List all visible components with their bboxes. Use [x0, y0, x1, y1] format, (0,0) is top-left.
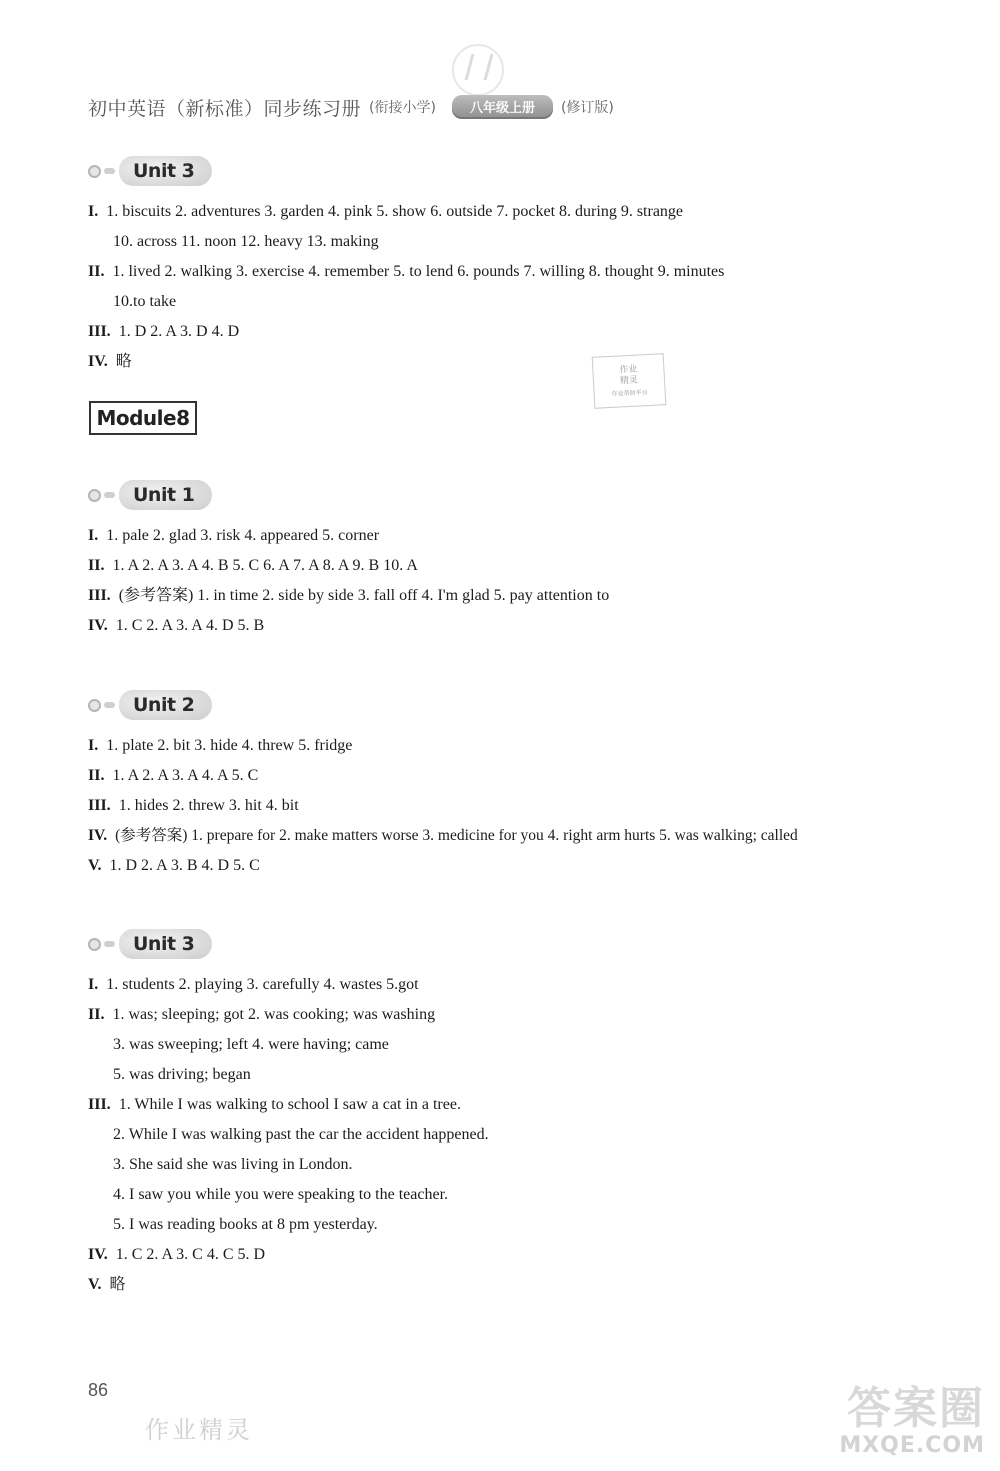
item-number: IV.: [88, 353, 108, 370]
item-number: IV.: [88, 1246, 108, 1263]
answer-line: [88, 826, 798, 846]
item-number: I.: [88, 527, 99, 544]
answer-text: 1. students 2. playing 3. carefully 4. wastes 5.got: [106, 976, 419, 993]
answer-line: [88, 796, 299, 816]
answer-text: 1. A 2. A 3. A 4. A 5. C: [112, 767, 259, 784]
unit-heading: [88, 154, 212, 188]
answer-line: [88, 262, 724, 282]
unit-badge: [119, 156, 212, 186]
stamp-line: 作业: [619, 364, 638, 375]
item-number: IV.: [88, 617, 108, 634]
answer-line: [88, 1095, 461, 1115]
answer-text: (参考答案) 1. in time 2. side by side 3. fall off 4. I'm glad 5. pay attention to: [118, 587, 610, 604]
answer-line: [88, 322, 239, 342]
unit-heading: [88, 478, 212, 512]
book-subtitle: (衔接小学): [369, 100, 436, 116]
answer-line: [113, 1155, 353, 1175]
bullet-dots-icon: [88, 165, 115, 178]
book-title: 初中英语（新标准）同步练习册: [88, 97, 362, 120]
answer-line: [88, 1275, 126, 1295]
unit-title: Unit 2: [133, 694, 195, 716]
answer-text: 1. was; sleeping; got 2. was cooking; was washing: [112, 1006, 436, 1023]
item-number: III.: [88, 587, 111, 604]
answer-line: [88, 202, 683, 222]
unit-heading: [88, 688, 212, 722]
item-number: II.: [88, 767, 105, 784]
bullet-dots-icon: [88, 938, 115, 951]
answer-text: 3. was sweeping; left 4. were having; came: [113, 1036, 389, 1053]
answer-line: [88, 1245, 265, 1265]
answer-line: [88, 616, 264, 636]
answer-line: [113, 1035, 389, 1055]
answer-text: 2. While I was walking past the car the accident happened.: [113, 1126, 489, 1143]
grade-badge: 八年级上册: [452, 95, 553, 119]
answer-text: 略: [109, 1276, 126, 1293]
answer-line: [113, 292, 176, 312]
answer-text: 略: [115, 353, 132, 370]
unit-badge: [119, 929, 212, 959]
answer-line: [113, 232, 379, 252]
unit-badge: [119, 480, 212, 510]
answer-line: [113, 1215, 378, 1235]
answer-text: 4. I saw you while you were speaking to the teacher.: [113, 1186, 449, 1203]
unit-badge: [119, 690, 212, 720]
answer-line: [88, 556, 418, 576]
answer-text: 1. While I was walking to school I saw a cat in a tree.: [118, 1096, 461, 1113]
stamp-mark: [592, 353, 667, 409]
answer-text: 10.to take: [113, 293, 177, 310]
unit-heading: [88, 927, 212, 961]
answer-line: [88, 1005, 435, 1025]
watermark-url: MXQE.COM: [839, 1433, 985, 1458]
answer-text: 10. across 11. noon 12. heavy 13. making: [113, 233, 379, 250]
answer-line: [88, 975, 419, 995]
answer-text: 1. A 2. A 3. A 4. B 5. C 6. A 7. A 8. A 9. B 10. A: [112, 557, 418, 574]
answer-text: 1. D 2. A 3. B 4. D 5. C: [109, 857, 260, 874]
item-number: III.: [88, 797, 111, 814]
item-number: III.: [88, 1096, 111, 1113]
answer-text: (参考答案) 1. prepare for 2. make matters worse 3. medicine for you 4. right arm hurts 5. was walking; called: [115, 827, 798, 844]
module-title: Module8: [89, 401, 197, 435]
page-header: [88, 92, 708, 122]
answer-text: 5. was driving; began: [113, 1066, 251, 1083]
answer-text: 1. D 2. A 3. D 4. D: [118, 323, 240, 340]
stamp-line: 精灵: [619, 375, 639, 386]
item-number: II.: [88, 1006, 105, 1023]
item-number: II.: [88, 557, 105, 574]
stamp-line: 作业帮助平台: [611, 388, 648, 398]
answer-text: 1. biscuits 2. adventures 3. garden 4. pink 5. show 6. outside 7. pocket 8. during 9. strange: [106, 203, 684, 220]
page-number: 86: [88, 1380, 109, 1400]
bullet-dots-icon: [88, 489, 115, 502]
answer-line: [88, 586, 609, 606]
item-number: I.: [88, 737, 99, 754]
item-number: V.: [88, 857, 102, 874]
answer-line: [113, 1065, 251, 1085]
answer-text: 5. I was reading books at 8 pm yesterday.: [113, 1216, 378, 1233]
edition-label: (修订版): [560, 100, 614, 116]
item-number: II.: [88, 263, 105, 280]
answer-text: 1. C 2. A 3. A 4. D 5. B: [115, 617, 265, 634]
item-number: I.: [88, 203, 99, 220]
answer-text: 1. lived 2. walking 3. exercise 4. remember 5. to lend 6. pounds 7. willing 8. thought 9. minutes: [112, 263, 725, 280]
answer-text: 1. C 2. A 3. C 4. C 5. D: [115, 1246, 266, 1263]
answer-line: [113, 1125, 489, 1145]
answer-line: [88, 856, 260, 876]
answer-line: [88, 736, 352, 756]
answer-line: [88, 526, 379, 546]
item-number: V.: [88, 1276, 102, 1293]
unit-title: Unit 1: [133, 484, 195, 506]
unit-title: Unit 3: [133, 933, 195, 955]
unit-title: Unit 3: [133, 160, 195, 182]
item-number: III.: [88, 323, 111, 340]
item-number: I.: [88, 976, 99, 993]
book-emblem-icon: [452, 44, 504, 96]
answer-text: 1. plate 2. bit 3. hide 4. threw 5. fridge: [106, 737, 353, 754]
answer-line: [88, 352, 132, 372]
answer-text: 1. pale 2. glad 3. risk 4. appeared 5. corner: [106, 527, 380, 544]
watermark: [725, 1385, 985, 1465]
item-number: IV.: [88, 827, 108, 844]
bullet-dots-icon: [88, 699, 115, 712]
footer-mark: 作业精灵: [145, 1416, 253, 1444]
answer-line: [113, 1185, 448, 1205]
answer-text: 1. hides 2. threw 3. hit 4. bit: [118, 797, 299, 814]
answer-text: 3. She said she was living in London.: [113, 1156, 353, 1173]
watermark-logo: 答案圈: [847, 1383, 985, 1434]
answer-line: [88, 766, 258, 786]
